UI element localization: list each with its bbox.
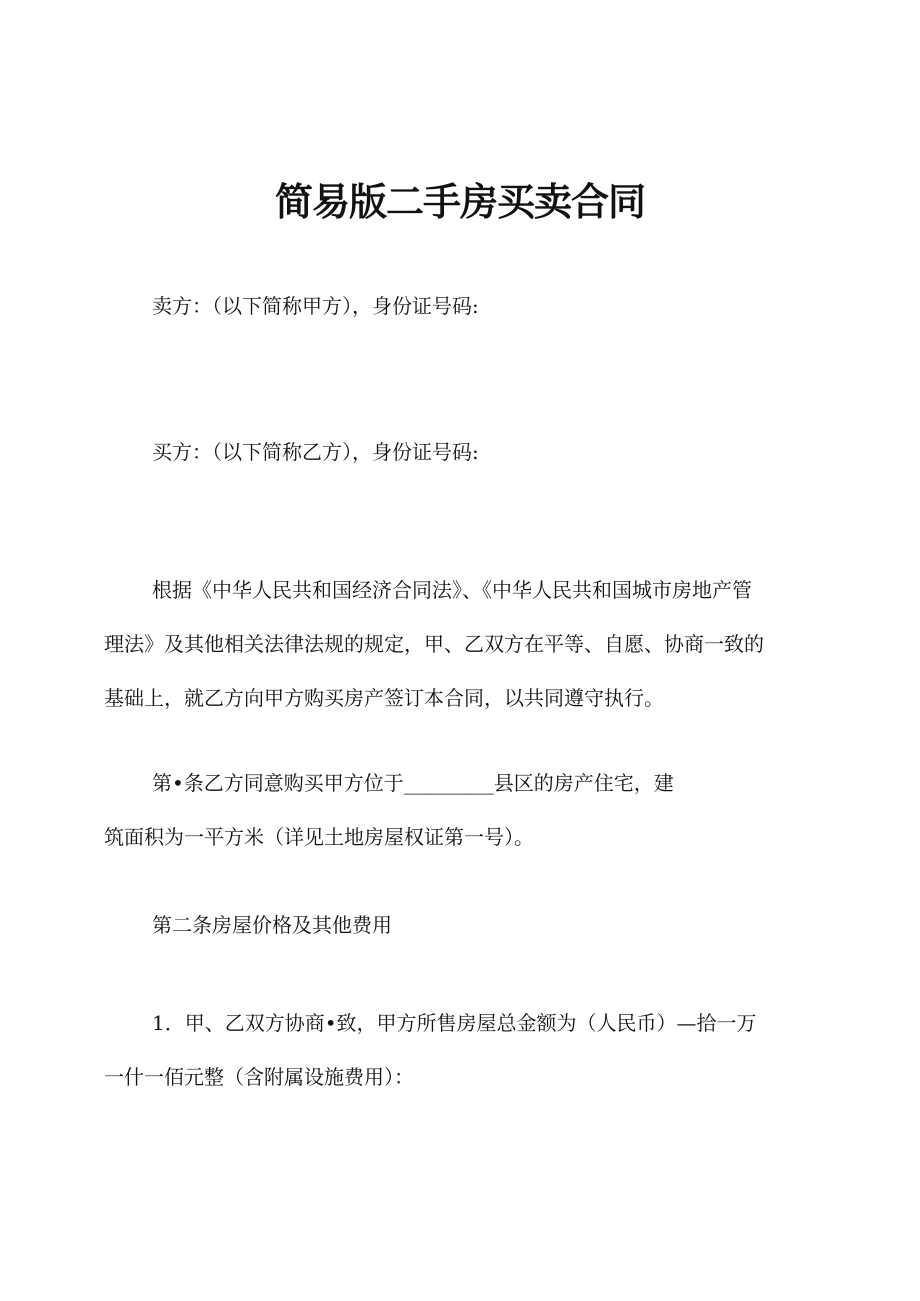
seller-text: 卖方：（以下简称甲方），身份证号码: [152,294,479,318]
document-title: 简易版二手房买卖合同 [274,180,645,224]
clause-1-line-2: 一什一佰元整（含附属设施费用）： [104,1065,414,1089]
clause-1-paragraph [0,996,920,1104]
seller-line [0,279,920,333]
preamble-paragraph [0,563,920,725]
preamble-line-3: 基础上，就乙方向甲方购买房产签订本合同，以共同遵守执行。 [104,686,664,710]
article-1-line-2: 筑面积为一平方米（详见土地房屋权证第一号）。 [104,825,534,849]
article-2-heading-text: 第二条房屋价格及其他费用 [152,913,392,937]
buyer-line [0,425,920,479]
buyer-text: 买方：（以下简称乙方），身份证号码: [152,440,479,464]
preamble-line-2: 理法》及其他相关法律法规的规定，甲、乙双方在平等、自愿、协商一致的 [104,632,764,656]
preamble-line-1: 根据《中华人民共和国经济合同法》、《中华人民共和国城市房地产管 [152,578,752,602]
article-1-line-1: 第•条乙方同意购买甲方位于_________县区的房产住宅，建 [152,771,674,795]
article-1-paragraph [0,756,920,864]
clause-1-line-1: 1．甲、乙双方协商•致，甲方所售房屋总金额为（人民币）—拾一万 [152,1011,757,1035]
article-2-heading [0,898,920,952]
